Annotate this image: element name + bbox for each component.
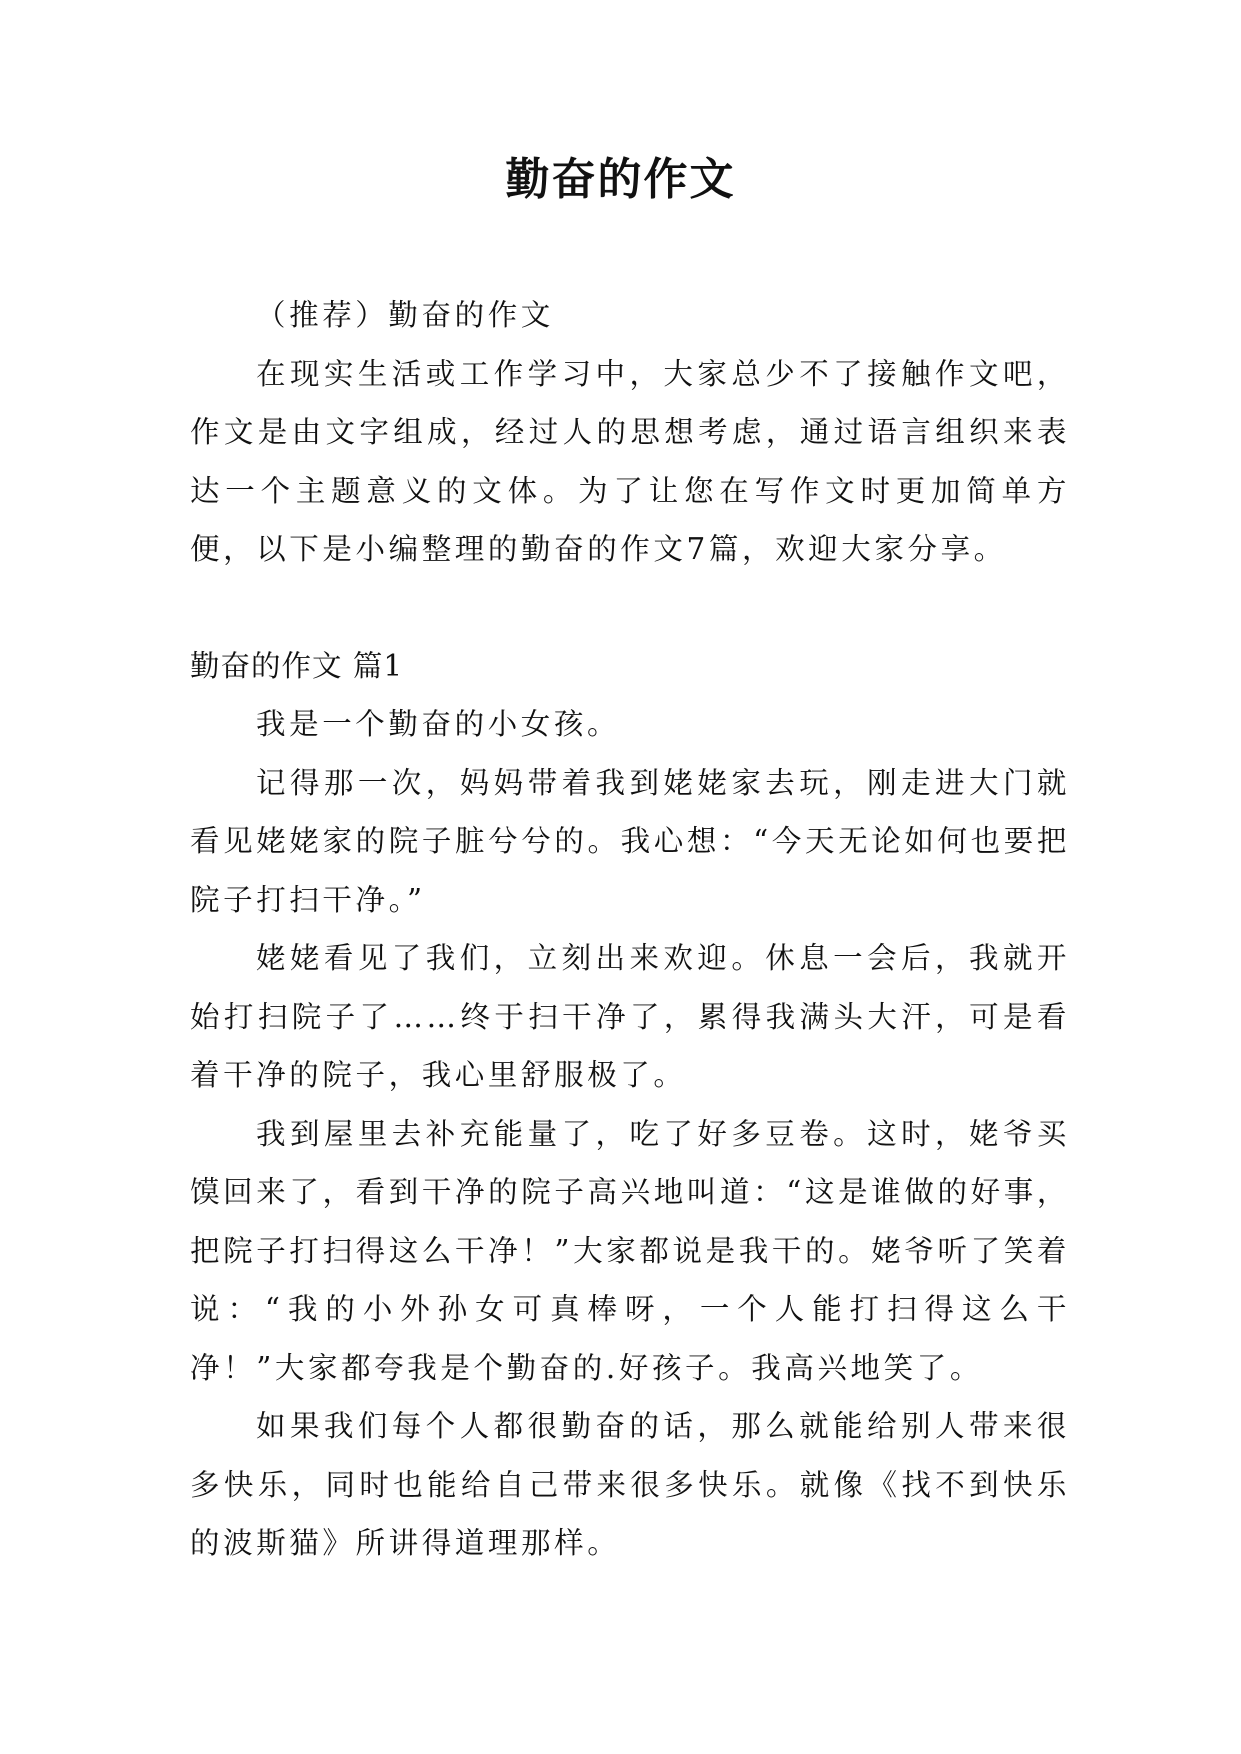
paragraph: 记得那一次，妈妈带着我到姥姥家去玩，刚走进大门就看见姥姥家的院子脏兮兮的。我心想：“今天无论如何也要把院子打扫干净。” (190, 765, 1070, 917)
paragraph: 我是一个勤奋的小女孩。 (256, 707, 621, 741)
paragraph: 如果我们每个人都很勤奋的话，那么就能给别人带来很多快乐，同时也能给自己带来很多快乐。就像《找不到快乐的波斯猫》所讲得道理那样。 (190, 1409, 1070, 1560)
section-spacer (190, 579, 1070, 637)
paragraph: 姥姥看见了我们，立刻出来欢迎。休息一会后，我就开始打扫院子了……终于扫干净了，累得我满头大汗，可是看着干净的院子，我心里舒服极了。 (190, 941, 1070, 1092)
subtitle: （推荐）勤奋的作文 (256, 298, 554, 332)
section-heading: 勤奋的作文 篇1 (190, 648, 404, 683)
document-body (190, 286, 1070, 1573)
document-title: 勤奋的作文 (505, 154, 736, 205)
paragraph: 我到屋里去补充能量了，吃了好多豆卷。这时，姥爷买馍回来了，看到干净的院子高兴地叫道：“这是谁做的好事，把院子打扫得这么干净！”大家都说是我干的。姥爷听了笑着说：“我的小外孙女可真棒呀，一个人能打扫得这么干净！”大家都夸我是个勤奋的.好孩子。我高兴地笑了。 (190, 1116, 1070, 1385)
intro-paragraph: 在现实生活或工作学习中，大家总少不了接触作文吧，作文是由文字组成，经过人的思想考虑，通过语言组织来表达一个主题意义的文体。为了让您在写作文时更加简单方便，以下是小编整理的勤奋的作文7篇，欢迎大家分享。 (190, 356, 1070, 566)
